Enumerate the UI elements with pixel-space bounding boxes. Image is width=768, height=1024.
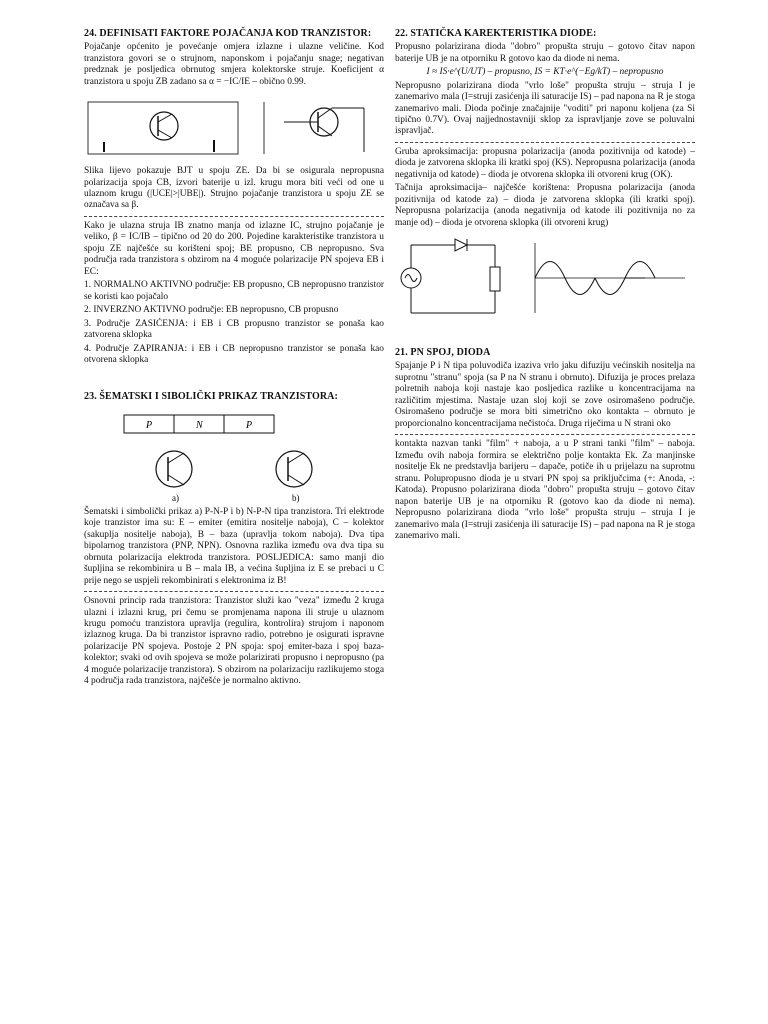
section-23-title: 23. ŠEMATSKI I SIBOLIČKI PRIKAZ TRANZISTORA: [84, 390, 338, 402]
section-23 [84, 391, 384, 688]
section-24-list-item-2: 2. INVERZNO AKTIVNO područje: EB nepropusno, CB propusno [84, 305, 339, 316]
section-22 [395, 28, 695, 323]
divider [395, 434, 695, 435]
transistor-circuit-figure [84, 92, 384, 162]
section-24-title: 24. DEFINISATI FAKTORE POJAČANJA KOD TRANZISTOR: [84, 28, 372, 39]
section-21-paragraph-2: kontakta nazvan tanki "film" + naboja, a u P strani tanki "film" – naboja. Između ovih naboja formira se električno polje kontakta Ek. Za manjinske nositelje Ek ne predstavlja barijeru – dapače, potiče ih u prijelazu na suprotnu stranu. Polupropusno dioda je u stvari PN spoj sa priključcima (+: Anoda, -: Katoda). Propusno polarizirana dioda "dobro" propušta struju – gotovo čitav napon baterije UB je na otporniku R (gotovo kao da diode ni nema). Nepropusno polarizirana dioda "vrlo loše" propušta struju – struja I je zanemarivo mala (I=struji zasićenja ili saturacije IS) – pad napona na R je stoga zanemarivo mali. [395, 439, 695, 541]
figure-label-a: a) [172, 492, 179, 503]
divider [84, 591, 384, 592]
svg-text:N: N [196, 419, 203, 431]
figure-label-b: b) [292, 492, 300, 503]
right-column [395, 28, 695, 548]
divider [84, 216, 384, 217]
section-22-formula: I ≈ IS·e^(U/UT) – propusno, IS = KT·e^(−Eg/kT) – nepropusno [426, 67, 664, 78]
section-21-title: 21. PN SPOJ, DIODA [395, 347, 491, 359]
section-24-paragraph-2: Kako je ulazna struja IB znatno manja od izlazne IC, strujno pojačanje je veliko, β = IC/IB – tipično od 20 do 200. Pojedine karakteristike tranzistora u spoju ZE najčešće su korišteni spoj; BE propusno, CB nepropusno. Sva područja rada tranzistora s obzirom na 4 moguće polarizacije PN spojeva EB i EC: [84, 220, 384, 277]
section-gap [395, 329, 695, 347]
svg-text:P: P [246, 419, 253, 431]
divider [395, 142, 695, 143]
svg-text:P: P [146, 419, 153, 431]
pnp-transistor-schematic [84, 407, 384, 503]
section-24-paragraph-1: Pojačanje općenito je povećanje omjera izlazne i ulazne veličine. Kod tranzistora govori se o strujnom, naponskom i pojačanju snage; negativan predznak je posljedica obrnutog smjera kolektorske struje. Koeficijent α tranzistora u spoju ZB zadano sa α = −IC/IE – obično 0.99. [84, 42, 384, 87]
section-21 [395, 347, 695, 542]
section-gap [84, 373, 384, 391]
section-22-paragraph-4: Tačnija aproksimacija– najčešće korištena: Propusna polarizacija (anoda pozitivnija od katode za) – dioda je zatvorena sklopka (ili kratki spoj). Nepropusna polarizacija (anoda negativnija od katode ili pozitivnija no za manje od) – dioda je otvorena sklopka (ili otvoreni krug) [395, 183, 695, 228]
half-wave-rectifier-figure [395, 233, 695, 323]
section-24-list-item-4: 4. Područje ZAPIRANJA: i EB i CB nepropusno tranzistor se ponaša kao otvorena sklopka [84, 343, 384, 366]
section-24 [84, 28, 384, 367]
left-column [84, 28, 384, 694]
section-22-paragraph-2: Nepropusno polarizirana dioda "vrlo loše" propušta struju – struja I je zanemarivo mala (I=struji zasićenja ili saturacije IS) – pad napona na R je stoga zanemarivo mali. Dioda počinje značajnije "voditi" pri naponu koljena (za Si tipično 0.7V). Ovaj najjednostavniji sklop za ispravljanje zove se poluvalni ispravljač. [395, 80, 695, 137]
section-23-paragraph-1: Šematski i simbolički prikaz a) P-N-P i b) N-P-N tipa tranzistora. Tri elektrode koje tranzistor ima su: E – emiter (emitira nositelje naboja), C – kolektor (sakuplja nositelje naboja), B – baza (upravlja tokom naboja). Dva tipa bipolarnog tranzistora (PNP, NPN). Osnovna razlika između ova dva tipa su obrnuta polarizacija elektroda tranzistora. POSLJEDICA: samo manji dio šupljina se rekombinira u B – mala IB, a većina šupljina iz E se prebaci u C prije nego se uspjeli rekombinirati s elektronima iz B! [84, 506, 384, 586]
section-24-list-item-1: 1. NORMALNO AKTIVNO područje: EB propusno, CB nepropusno tranzistor se koristi kao pojačalo [84, 280, 384, 302]
section-22-paragraph-3: Gruba aproksimacija: propusna polarizacija (anoda pozitivnija od katode) – dioda je zatvorena sklopka ili kratki spoj (KS). Nepropusna polarizacija (anoda negativnija od katode) – dioda je otvorena sklopka ili otvoreni krug (OK). [395, 146, 695, 180]
section-21-paragraph-1: Spajanje P i N tipa poluvodiča izaziva vrlo jaku difuziju većinskih nositelja na suprotnu "stranu" spoja (sa P na N stranu i obrnuto). Difuzija je proces prelaza polretnih naboja koji nastaje kao posljedica razlike u koncentracijama na različitim mjestima. Nastaje uzan sloj koji se zove osiromašeno područje. Osiromašeno područje se mora biti simetrično oko kontakta – obrnuto je proporcionalno koncentracijama nečistoća. Druga riječima u N strani oko [395, 361, 695, 429]
section-24-figure-note: Slika lijevo pokazuje BJT u spoju ZE. Da bi se osigurala nepropusna polarizacija spoja CB, izvori baterije u izl. krugu mora biti veći od one u ulaznom krugu (|UCE|>|UBE|). Strujno pojačanje tranzistora u spoju ZE se označava sa β. [84, 166, 384, 211]
section-22-title: 22. STATIČKA KAREKTERISTIKA DIODE: [395, 28, 597, 39]
section-22-paragraph-1: Propusno polarizirana dioda "dobro" propušta struju – gotovo čitav napon baterije UB je na otporniku R gotovo kao da diode ni nema. [395, 42, 695, 64]
section-23-paragraph-2: Osnovni princip rada tranzistora: Tranzistor služi kao "veza" između 2 kruga ulazni i izlazni krug, pri čemu se promjenama napona ili struje u ulaznom krugu pomoću tranzistora upravlja (regulira, kontrolira) strujom i naponom izlaznog kruga. Da bi tranzistor ispravno radio, potrebno je osigurati ispravne polarizacije PN spojeva. Postoje 2 PN spoja: spoj emiter-baza i spoj baza-kolektor; svaki od ovih spojeva se može polarizirati propusno i nepropusno (pa 4 moguće polarizacije tranzistora). S obzirom na polarizaciju razlikujemo stoga 4 područja rada tranzistora, najčešće je normalno aktivno. [84, 596, 384, 687]
section-24-list-item-3: 3. Područje ZASIĆENJA: i EB i CB propusno tranzistor se ponaša kao zatvorena sklopka [84, 318, 384, 341]
